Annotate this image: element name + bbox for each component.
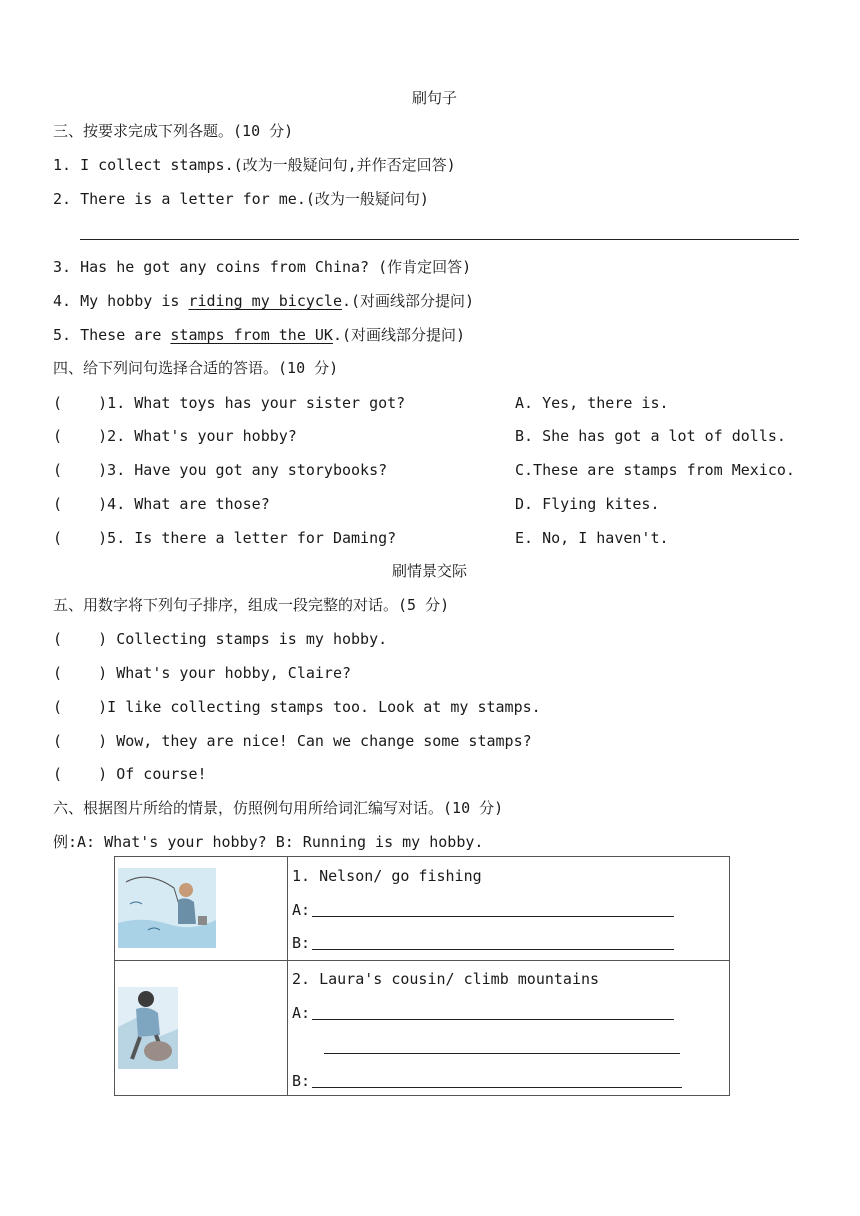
part4-question-5: ( )5. Is there a letter for Daming? [53, 529, 397, 547]
part4-answer-e: E. No, I haven't. [515, 529, 669, 547]
part3-question-1: 1. I collect stamps.(改为一般疑问句,并作否定回答) [53, 156, 456, 174]
q4-suffix: .(对画线部分提问) [342, 292, 475, 310]
picture-cell [115, 961, 288, 1096]
part4-answer-b: B. She has got a lot of dolls. [515, 427, 786, 445]
section-title-situational: 刷情景交际 [392, 562, 468, 580]
item2-b-answer-line[interactable] [312, 1087, 682, 1088]
item2-a-label: A: [292, 1004, 311, 1022]
fishing-picture [118, 868, 216, 948]
part4-question-3: ( )3. Have you got any storybooks? [53, 461, 388, 479]
part4-question-2: ( )2. What's your hobby? [53, 427, 297, 445]
q4-prefix: 4. My hobby is [53, 292, 189, 310]
part4-answer-a: A. Yes, there is. [515, 394, 669, 412]
part5-line-5: ( ) Of course! [53, 765, 207, 783]
dialogue-cell-2 [288, 961, 730, 1096]
item2-a-answer-line-2[interactable] [324, 1053, 680, 1054]
part4-heading: 四、给下列问句选择合适的答语。(10 分) [53, 359, 339, 377]
part5-heading: 五、用数字将下列句子排序，组成一段完整的对话。(5 分) [53, 596, 450, 614]
part6-heading: 六、根据图片所给的情景，仿照例句用所给词汇编写对话。(10 分) [53, 799, 504, 817]
dialogue-cell-1 [288, 857, 730, 961]
part4-question-1: ( )1. What toys has your sister got? [53, 394, 406, 412]
part3-question-4 [53, 291, 474, 311]
part6-example: 例:A: What's your hobby? B: Running is my hobby. [53, 833, 484, 851]
part3-question-5 [53, 325, 465, 345]
q5-underlined: stamps from the UK [170, 326, 333, 344]
q5-suffix: .(对画线部分提问) [332, 326, 466, 344]
part4-answer-c: C.These are stamps from Mexico. [515, 461, 795, 479]
part5-line-1: ( ) Collecting stamps is my hobby. [53, 630, 388, 648]
item1-a-label: A: [292, 901, 311, 919]
dialogue-table [114, 856, 730, 1096]
part3-question-2: 2. There is a letter for me.(改为一般疑问句) [53, 190, 429, 208]
item2-b-label: B: [292, 1072, 311, 1090]
item1-prompt: 1. Nelson/ go fishing [292, 867, 482, 885]
part5-line-3: ( )I like collecting stamps too. Look at my stamps. [53, 698, 541, 716]
part4-answer-d: D. Flying kites. [515, 495, 660, 513]
part5-line-4: ( ) Wow, they are nice! Can we change some stamps? [53, 732, 532, 750]
item1-b-label: B: [292, 934, 311, 952]
answer-line [80, 239, 799, 240]
climbing-picture [118, 987, 178, 1069]
q5-prefix: 5. These are [53, 326, 171, 344]
item2-prompt: 2. Laura's cousin/ climb mountains [292, 970, 600, 988]
q4-underlined: riding my bicycle [188, 292, 342, 310]
part5-line-2: ( ) What's your hobby, Claire? [53, 664, 352, 682]
item1-a-answer-line[interactable] [312, 916, 674, 917]
section-title-sentences: 刷句子 [412, 89, 458, 107]
part3-heading: 三、按要求完成下列各题。(10 分) [53, 122, 294, 140]
picture-cell [115, 857, 288, 961]
part4-question-4: ( )4. What are those? [53, 495, 270, 513]
item2-a-answer-line[interactable] [312, 1019, 674, 1020]
part3-question-3: 3. Has he got any coins from China? (作肯定回答) [53, 258, 472, 276]
item1-b-answer-line[interactable] [312, 949, 674, 950]
